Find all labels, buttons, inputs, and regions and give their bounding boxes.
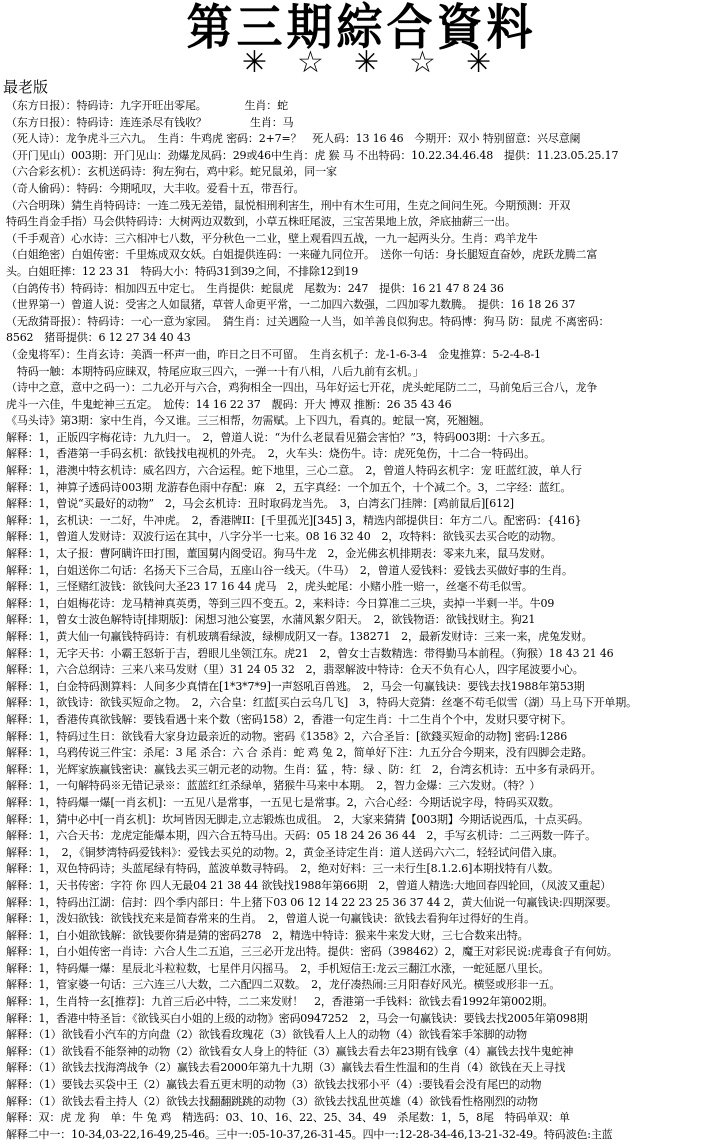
text-line: 解释：1，太子报：曹阿瞒许田打围，董国舅内阁受诏。狗马牛龙 2，金光佛玄机排期表：零来九来，鼠马发财。 [6,547,552,561]
text-line: 解释：1，白姐梅花诗：龙马精神真英勇，等到三四不变五。2，来料诗：今日算准二三块，卖掉一半剩一半。牛09 [6,596,555,610]
text-line: （诗中之意，意中之码一）：二九必开与六合，鸡狗相全一四出，马年好运七开花，虎头蛇尾防二二，马前兔后三合八，龙争 [6,381,598,395]
text-line: 解释：1，无字天书：小霸王怒斩于吉，碧眼儿坐领江东。虎21 2，曾女士吉数精选：带得勤马本前程。（狗猴）18 43 21 46 [6,646,614,660]
text-line: 解释：1，曾道人发财诗：双波行运在其中，八字分半一七来。08 16 32 40 2，攻特料：欲钱买去买合吃的动物。 [6,530,562,544]
text-line: 解释：1，黄大仙一句赢钱特码诗：有机玻璃看绿波，绿柳成阴又一春。138271 2，最新发财诗：三来一来，虎兔发财。 [6,630,593,643]
text-line: 解释：1，曾说“买最好的动物” 2，马会玄机诗：丑时取码龙当先。 3，白湾玄门挂牌：[鸡前鼠后][612] [6,497,514,511]
text-line: 解释二中一：10-34,03-22,16-49,25-46。三中一:05-10-37,26-31-45。四中一:12-28-34-46,13-21-32-49。特码波色:主蓝 [6,1127,613,1141]
text-line: （死人诗）：龙争虎斗三六九。 生肖：牛鸡虎 密码：2+7=？ 死人码：13 16 46 今期开：双小 特别留意：兴尽意阑 [6,132,581,146]
text-line: 解释：1，白姐送你二句话：名扬天下三合局，五座山谷一线天。（牛马） 2，曾道人爱钱料：爱钱去买做好事的生肖。 [6,563,573,577]
text-line: 解释：1，神算子透码诗003期 龙游春色雨中存配：麻 2，五字真经：一个加五个，十个减二个。3，二字经：蓝红。 [6,480,572,494]
text-line: 头。白姐旺摔：12 23 31 特码大小：特码31到39之间，不排除12到19 [6,264,359,278]
text-line: 解释：1，曾女士波色解特诗[排期版]：闲想习池公宴罢，水蒲风絮夕阳天。 2，欲钱物语：欲钱找财主。狗21 [6,613,536,627]
page-title: 第三期綜合資料 [186,0,537,56]
text-line: 解释：1，猜中必中[一肖玄机]：坎坷皆因无脚走,立志锻炼也成徂。 2，大家来猜猜【003期】今期话说西瓜，十点买码。 [6,812,589,826]
text-line: 解释：1， 2，《铜梦湾特码爱钱料》：爱钱去买兑的动物。2，黄金圣诗定生肖：道人送码六六二，轻轻试问借入康。 [6,845,564,859]
text-line: 解释：（1）要钱去买袋中王（2）赢钱去看五更末明的动物（3）欲钱去找邪小平（4）:要钱看会没有尾巴的动物 [6,1078,542,1092]
text-line: （无敌猜哥报）：特码诗：一心一意为家园。 猜生肖：过关遇险一人当，如羊善良似狗忠。特码博：狗马 防：鼠虎 不离密码： [6,314,610,328]
text-line: 解释：1，双色特码诗；头蓝尾绿有特码，蓝波单数寻特码。 2，绝对好料：三一未行生[8.1.2.6]本期找特有八数。 [6,862,560,876]
text-line: 解释：1，一句解特码※无错记录※：蓝蓝红红杀绿单，猪猴牛马来中本期。 2，智力金爆：三六发财。（特？） [6,779,541,793]
text-line: 解释：1，六合天书：龙虎定能爆本期，四六合五特马出。天码：05 18 24 26 36 44 2，手写玄机诗：二三两数一阵子。 [6,829,597,843]
star-decoration-row: ✳☆✳☆✳ [241,45,522,80]
text-line: 解释：1，特码爆一爆：星辰北斗粒粒数，七星伴月闪摇马。 2，手机短信王:龙云三翻江水涨，一蛇延愿八里长。 [6,961,550,975]
text-line: 解释：1，港澳中特玄机诗：威名四方，六合运程。蛇下地里，三心二意。 2，曾道人特码玄机字：宠 旺蓝红波，单人行 [6,464,582,478]
text-line: （东方日报）：特码诗：连连杀尽有钱收？ 生肖：马 [6,115,294,129]
text-line: 解释：1，特码出江湖：信封：四个季内部日：牛上猪下03 06 12 14 22 23 25 36 37 44 2，黄大仙说一句赢钱诀:四期深要。 [6,895,617,909]
text-line: 解释：（1）欲钱看不能祭神的动物（2）欲钱看女人身上的特征（3）赢钱去看去年23期有钱拿（4）赢钱去找牛鬼蛇神 [6,1044,574,1058]
text-line: 特码一触：本期特码应睐双，特尾应取三四六，一弹一十有八相，八后九前有玄机。」 [6,364,424,378]
text-line: 解释：1，香港第一手码玄机：欲钱找电视机的外壳。 2，火车头：烧伤牛。诗：虎死兔伤，十二合一特码出。 [6,447,535,461]
text-line: 解释：1，白小姐传密一肖诗：六合人生二五追，三三必开龙出特。提供：密码（398462）2，魔王对彩民说:虎毒食子有何妨。 [6,945,618,959]
text-line: 解释：1，特码爆一爆[一肖玄机]：一五见八是常事，一五见七是常事。2，六合心经：今期话说字母，特码买双数。 [6,795,560,809]
text-line: 解释：1，泼妇欲钱：欲钱找充来是简春常来的生肖。 2，曾道人说一句赢钱诀：欲钱去看狗年过得好的生肖。 [6,912,535,926]
text-line: 特码生肖金手指）马会供特码诗：大树两边双数到，小草五株旺尾波，三宝苦果地上放，斧底抽薪三一出。 [6,215,516,229]
text-line: 解释：1，特码过生日：欲钱看大家身边最亲近的动物。密码《1358》2，六合圣旨：[欲錢买短命的动物] 密码:1286 [6,729,568,743]
text-line: 8562 猪哥提供：6 12 27 34 40 43 [6,331,191,345]
text-line: 解释：1，香港传真欲钱解：要钱看遇十来个数（密码158）2，香港一句定生肖：十二生肖个个中，发财只要守树下。 [6,712,572,726]
text-line: （六合彩玄机）：玄机送码诗：狗左狗右，鸡中彩。蛇兄鼠弟，同一家 [6,165,337,179]
text-line: 解释：1，乌鸦传说三件宝：杀尾：3 尾 杀合：六 合 杀肖：蛇 鸡 兔 2，简单好下注：九五分合今期来，没有四脚会走路。 [6,746,593,760]
text-line: 解释：1，玄机诀：一二好，牛冲虎。 2，香港牌II：[千里孤光][345] 3，精选内部提供目：年方二八。配密码：{416} [6,513,582,527]
text-line: 解释：1，天书传密：字符 你 四人无最04 21 38 44 欲钱找1988年第66期 2，曾道人精选:大地回春四轮回，（凤波又重起） [6,878,612,892]
text-line: （奇人偷码）：特码：今期吼叹，大丰收。爱看十五，带吾行。 [6,181,305,195]
text-line: （六合明珠）猜生肖特码诗：一连二残无差错，鼠悦相刑利害生，刑中有木生可用，生克之间问生死。今期预测：开双 [6,198,571,212]
text-line: （开门见山）003期：开门见山：劲爆龙凤码：29或46中生肖：虎 猴 马 不出特码：10.22.34.46.48 提供：11.23.05.25.17 [6,148,619,162]
header-banner [0,0,723,80]
text-line: 解释：1，白小姐欲钱解：欲钱要你猜是猜的密码278 2，精选中特诗：猴来牛来发大财，三七合数来出特。 [6,928,529,942]
text-line: 解释：（1）欲钱看小汽车的方向盘（2）欲钱看玫瑰花（3）欲钱看人上人的动物（4）欲钱看笨手笨脚的动物 [6,1028,527,1042]
text-line: 《马头诗》第3期：家中生肖，今又谁。三三相帮，勿需赋。上下四九，看真的。蛇鼠一窝，死翘翘。 [6,414,491,428]
text-line: 解释：1，欲钱诗：欲钱买短命之物。 2，六合皇：红蓝[买白云乌几飞] 3，特码大竞猜：丝毫不苟毛似雪（湖）马上马下开单期。 [6,696,637,710]
text-line: 解释：1，管家婆一句话：三六连三八大数，二六配四二双数。 2，龙仔凑热闹:三月阳春好风光。横竖或形非一五。 [6,978,561,992]
text-line: 解释：1，生肖特一玄[推荐]：九首三后必中特，二二来发财！ 2，香港第一手钱料：欲钱去看1992年第002期。 [6,995,554,1009]
text-line: 解释：1，三怪赌红波钱：欲钱问大圣23 17 16 44 虎马 2，虎头蛇尾：小赌小胜一赔一，丝毫不苟毛似雪。 [6,580,533,594]
text-line: 解释：1，白金特码测算料：人间多少真情在[1*3*7*9]一声怒吼百兽逃。 2，马会一句赢钱诀：要钱去找1988年第53期 [6,679,585,693]
text-line: 虎斗一六佳，牛鬼蛇神三五定。 尬传：14 16 22 37 靓码：开大 博双 推断：26 35 43 46 [6,397,452,411]
text-line: （金鬼将军）：生肖玄诗：美酒一杯声一曲，昨日之日不可留。 生肖玄机子：龙-1-6-3-4 金鬼推算：5-2-4-8-1 [6,347,541,361]
text-line: 解释：双：虎 龙 狗 单：牛 兔 鸡 精选码：03、10、16、22、25、34、49 杀尾数：1，5，8尾 特码单双：单 [6,1111,570,1125]
text-line: 解释：（1）欲钱去找海湾战争（2）赢钱去看2000年第九十九期（3）赢钱去看生性温和的生肖（4）欲钱在天上寻找 [6,1061,566,1075]
text-line: （千手观音）心水诗：三六相冲七八数，平分秋色一二业，壁上观看四五战，一九一起两头分。生肖：鸡羊龙牛 [6,231,538,245]
document-body [6,98,721,1143]
text-line: （白姐绝密）白姐传密：千里炼成双女妖。白姐提供连码：一来碰九同位开。 送你一句话：身长腿短直奋妙，虎跃龙腾二富 [6,248,598,262]
text-line: （世界第一）曾道人说：受害之人如鼠猪，草菅人命更平常，一二加四六数强，二四加零九数腾。 提供：16 18 26 37 [6,298,576,312]
version-label: 最老版 [3,78,49,96]
text-line: 解释：1，光辉家族赢钱密诀：赢钱去买三朝元老的动物。生肖：猛 ，特：绿 、防：红 2，台湾玄机诗：五中多有录码开。 [6,762,602,776]
text-line: 解释：1，香港中特圣旨：《欲钱买白小姐的上级的动物》密码0947252 2，马会一句赢钱诀：要钱去找2005年第098期 [6,1011,588,1025]
text-line: 解释：1，正版四字梅花诗：九九归一。 2，曾道人说：“为什么老鼠看见猫会害怕？”3，特码003期：十六多五。 [6,430,552,444]
text-line: 解释：1，六合总纲诗：三来八来马发财（里）31 24 05 32 2，翡翠解波中特诗：仓天不负有心人，四字尾波要小心。 [6,663,584,677]
text-line: （东方日报）：特码诗：九字开旺出零尾。 生肖：蛇 [6,99,288,112]
text-line: （白鸽传书）特码诗：相加四五中定七。 生肖提供：蛇鼠虎 尾数为：247 提供：16 21 47 8 24 36 [6,281,504,295]
text-line: 解释：（1）欲钱去看主持人（2）欲钱去找翻翻跳跳的动物（3）欲钱去找乱世英雄（4）欲钱看性格刚烈的动物 [6,1094,538,1108]
